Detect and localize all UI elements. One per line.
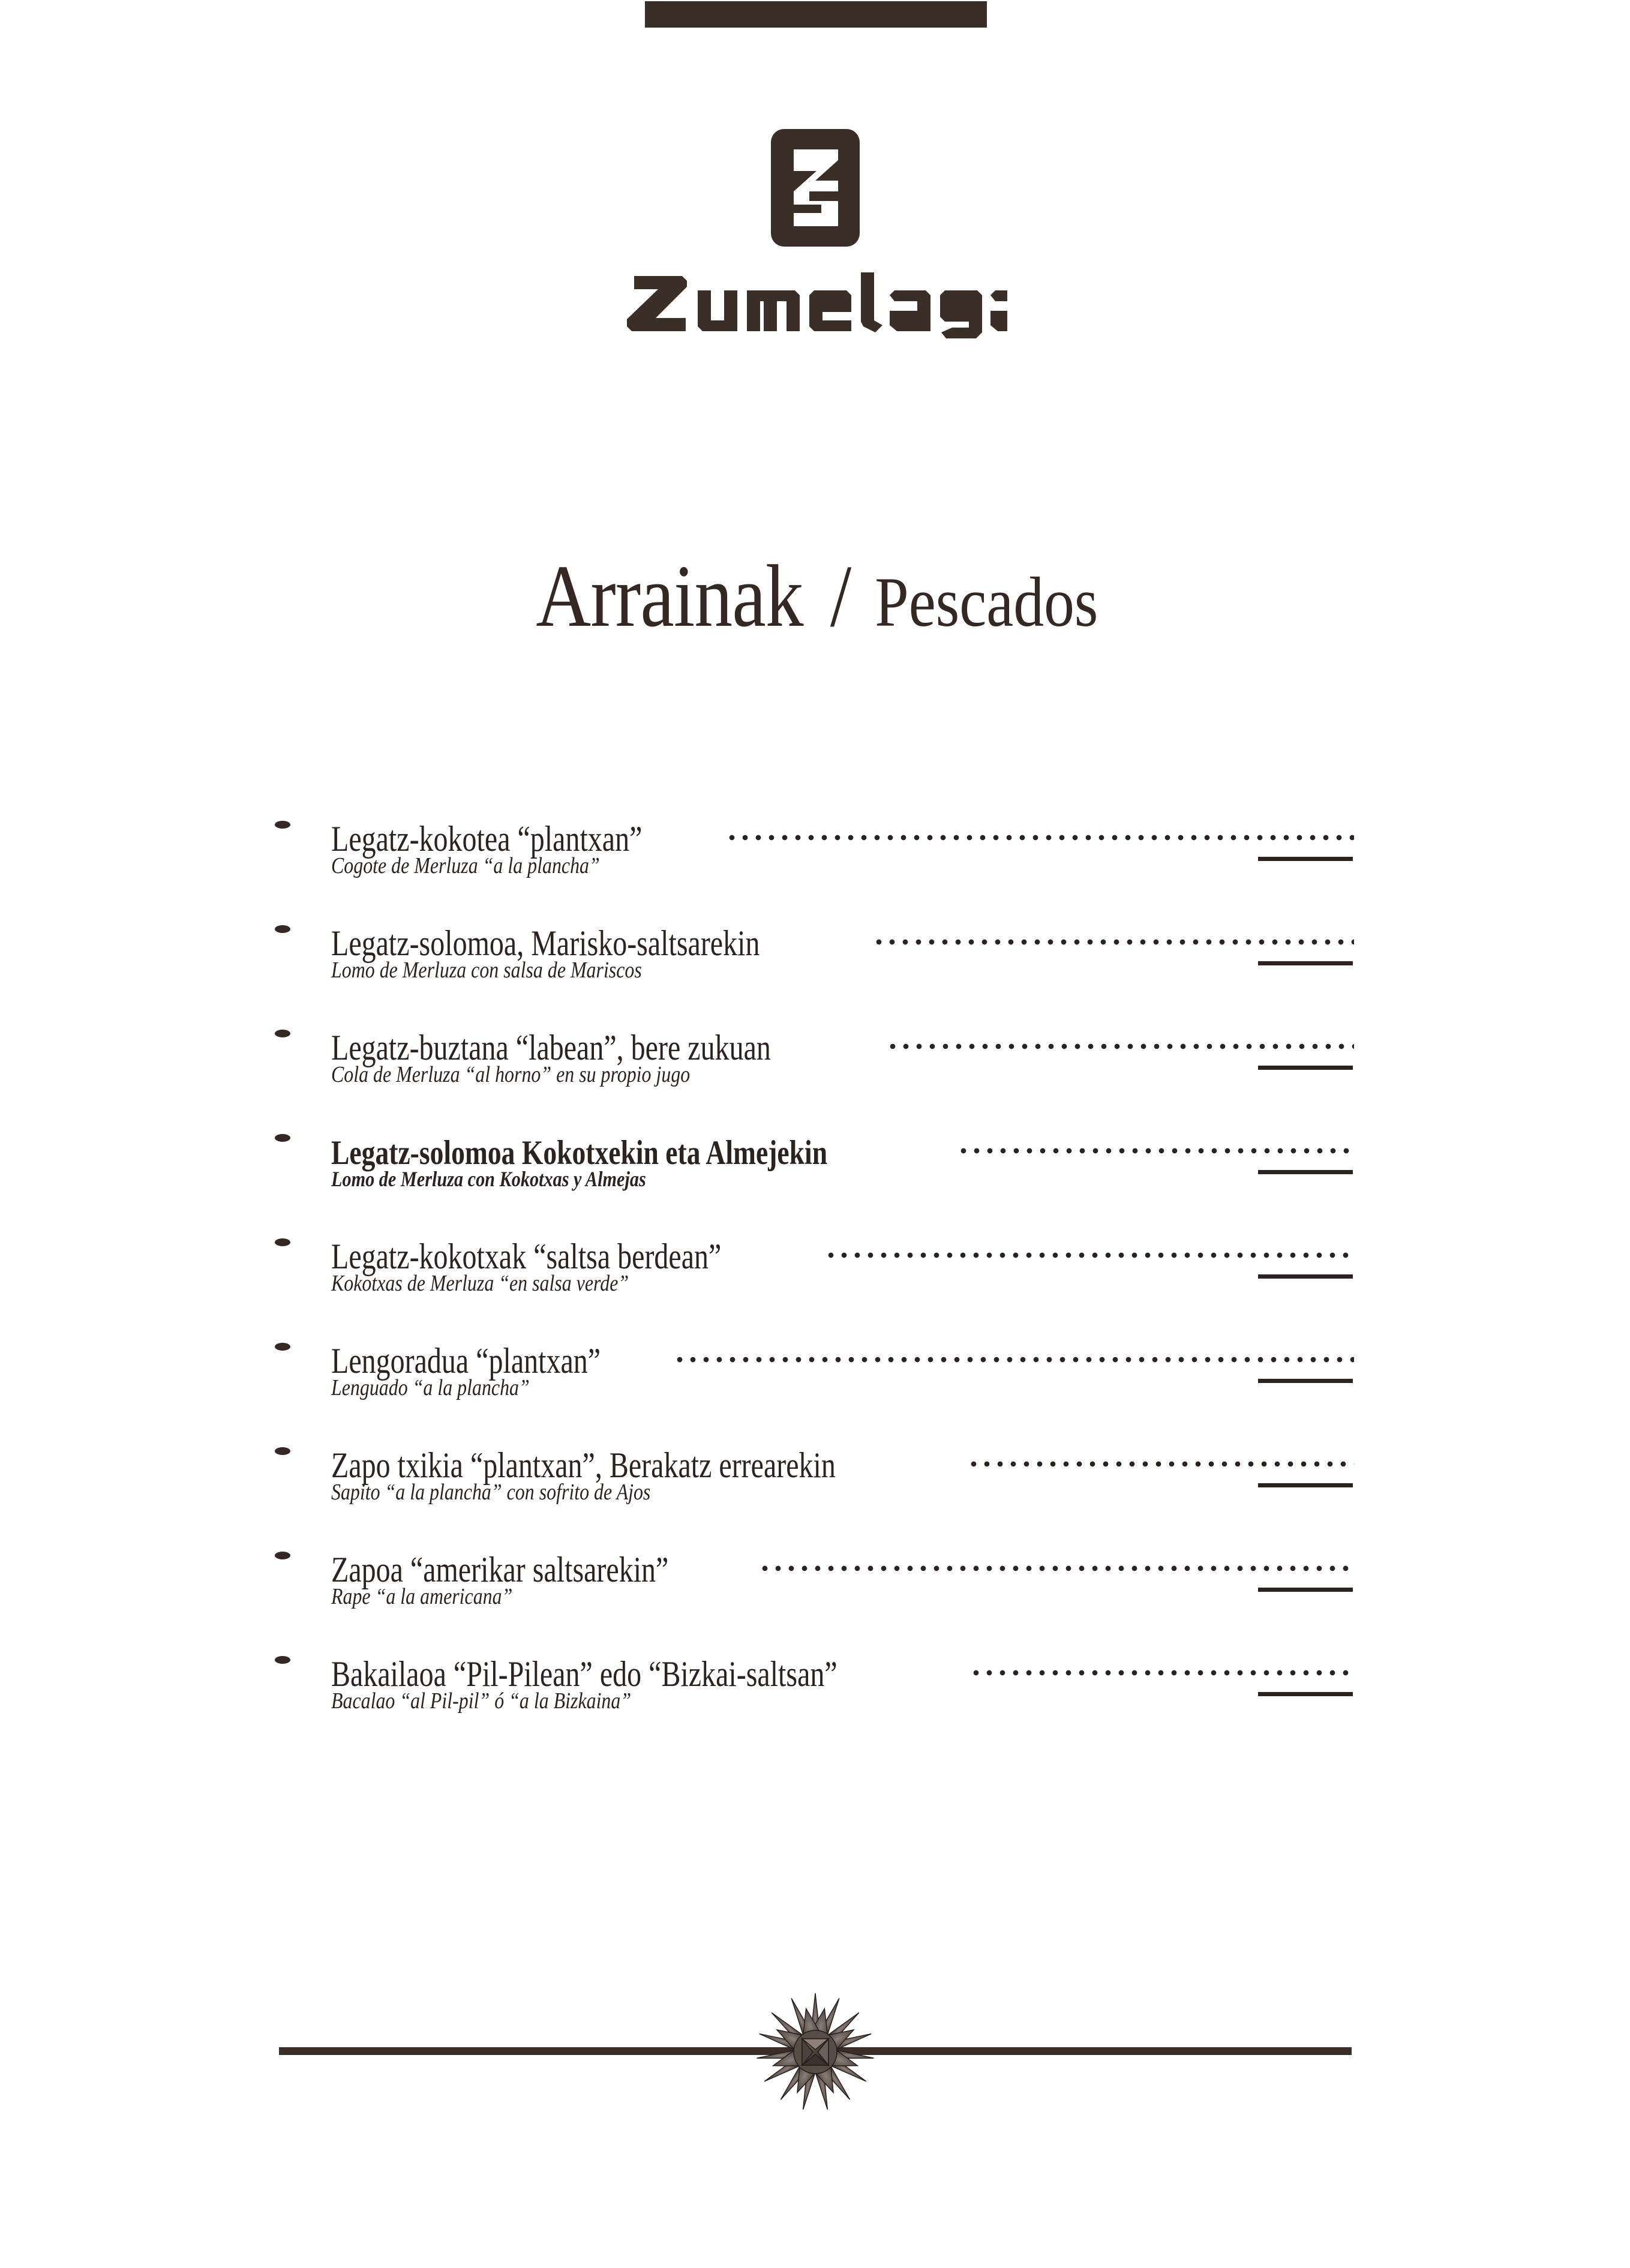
bullet-icon [275,1343,290,1351]
menu-item-subtitle: Kokotxas de Merluza “en salsa verde” [331,1271,629,1296]
dot-leader [728,799,1354,851]
brand-wordmark [0,266,1630,338]
menu-item [0,1426,1630,1530]
price-line [1258,1066,1353,1070]
menu-item-subtitle: Lenguado “a la plancha” [331,1375,530,1400]
menu-item [0,1530,1630,1634]
menu-item-name: Legatz-kokotea “plantxan” [331,819,643,859]
menu-list [0,799,1630,1739]
menu-item [0,1217,1630,1321]
dot-leader [889,1008,1354,1060]
menu-item [0,1634,1630,1739]
menu-item-subtitle: Rape “a la americana” [331,1584,513,1609]
dot-leader [970,1426,1354,1477]
menu-item [0,1321,1630,1426]
price-line [1258,1274,1353,1279]
menu-item-subtitle: Sapito “a la plancha” con sofrito de Ajos [331,1480,651,1505]
menu-item-subtitle: Cogote de Merluza “a la plancha” [331,853,600,878]
price-line [1258,1483,1353,1487]
price-line [1258,1692,1353,1696]
menu-item [0,799,1630,904]
price-line [1258,1170,1353,1174]
bullet-icon [275,1656,290,1664]
section-title-basque: Arrainak [535,547,803,646]
bullet-icon [275,1447,290,1455]
rosette-ornament-icon [744,1987,887,2117]
dot-leader [875,904,1354,955]
price-line [1258,1379,1353,1383]
section-title [0,547,1630,646]
menu-item-name: Bakailaoa “Pil-Pilean” edo “Bizkai-saltsan” [331,1654,837,1694]
dot-leader [960,1112,1354,1164]
menu-item-name: Zapo txikia “plantxan”, Berakatz errearekin [331,1445,836,1485]
menu-item [0,1112,1630,1217]
z-monogram-icon [771,129,860,247]
dot-leader [676,1321,1354,1373]
menu-item-subtitle: Lomo de Merluza con Kokotxas y Almejas [331,1167,646,1191]
brand-logo [0,129,1630,338]
price-line [1258,1588,1353,1592]
bullet-icon [275,1552,290,1559]
bullet-icon [275,1238,290,1246]
top-bar-band [645,1,987,28]
bullet-icon [275,821,290,829]
menu-item-name: Legatz-buztana “labean”, bere zukuan [331,1028,771,1067]
menu-item-name: Lengoradua “plantxan” [331,1341,601,1381]
dot-leader [761,1530,1354,1582]
menu-item-name: Legatz-solomoa Kokotxekin eta Almejekin [331,1134,828,1172]
menu-item-name: Legatz-solomoa, Marisko-saltsarekin [331,923,760,963]
menu-item [0,1008,1630,1112]
price-line [1258,961,1353,965]
dot-leader [972,1634,1354,1686]
bullet-icon [275,1134,290,1142]
section-title-spanish: Pescados [875,563,1098,641]
menu-item-name: Legatz-kokotxak “saltsa berdean” [331,1237,722,1276]
menu-item-subtitle: Lomo de Merluza con salsa de Mariscos [331,958,642,983]
section-title-separator: / [830,547,851,646]
menu-item-name: Zapoa “amerikar saltsarekin” [331,1550,669,1589]
bullet-icon [275,1030,290,1037]
price-line [1258,857,1353,861]
dot-leader [827,1217,1354,1268]
bullet-icon [275,925,290,933]
menu-item-subtitle: Cola de Merluza “al horno” en su propio jugo [331,1062,691,1087]
menu-item-subtitle: Bacalao “al Pil-pil” ó “a la Bizkaina” [331,1688,632,1714]
menu-item [0,904,1630,1008]
